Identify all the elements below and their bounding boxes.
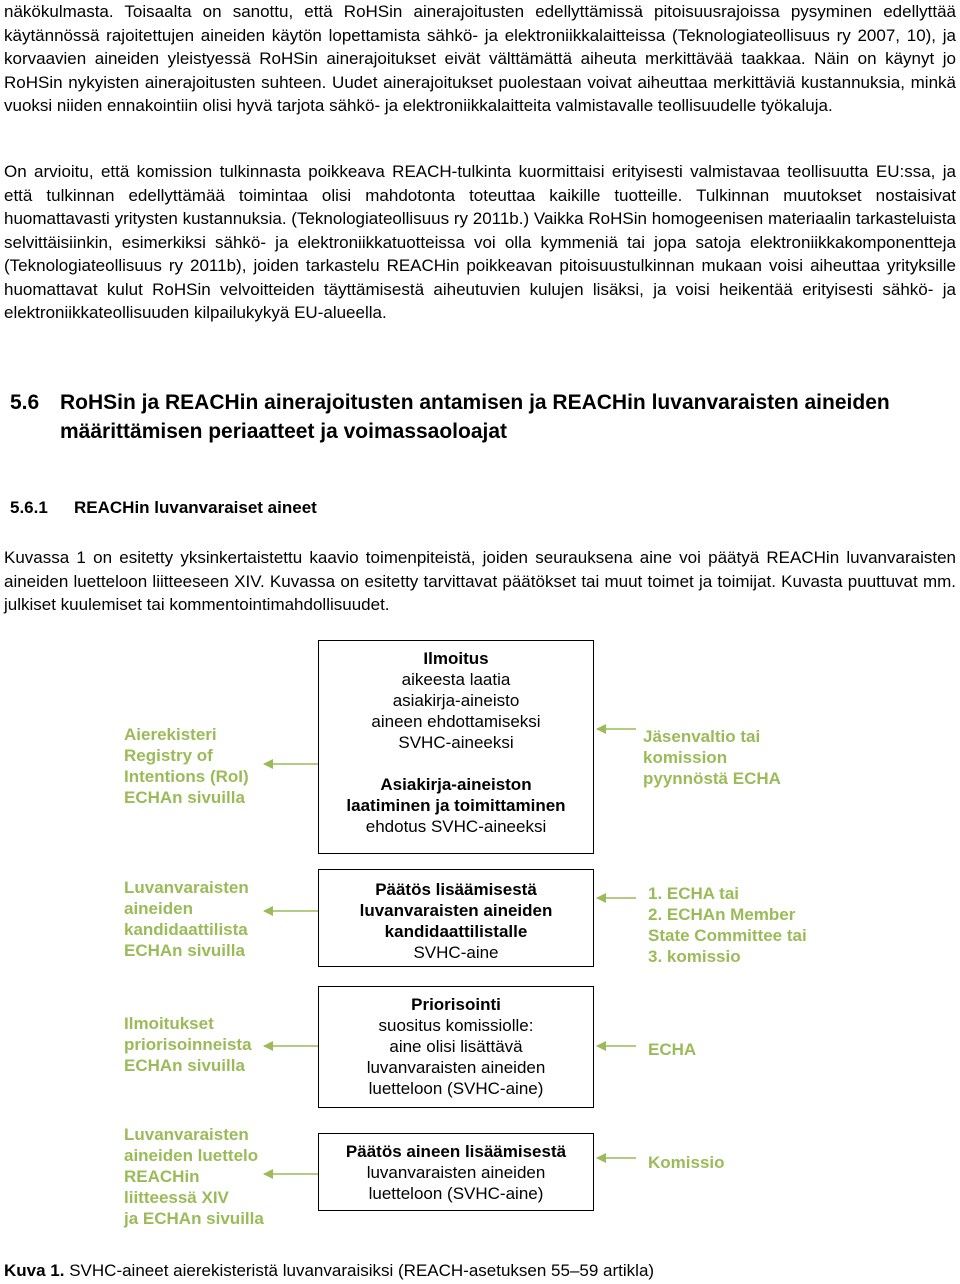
box1-line: aineen ehdottamiseksi [371, 712, 541, 731]
box4-line: suositus komissiolle: [378, 1016, 534, 1035]
flow-box-candidate-decision [318, 869, 594, 967]
caption-label: Kuva 1. [4, 1261, 65, 1280]
box3-line: SVHC-aine [413, 943, 499, 962]
subsection-number: 5.6.1 [10, 498, 48, 517]
box4-line: luetteloon (SVHC-aine) [368, 1079, 544, 1098]
flow-box-prioritisation [318, 986, 594, 1108]
left-label-line: Ilmoitukset [124, 1014, 214, 1033]
figure-caption [4, 1260, 654, 1282]
box4-title: Priorisointi [411, 995, 501, 1014]
left-label-authorisation-list [124, 1124, 264, 1229]
right-label-line: 2. ECHAn Member [648, 905, 796, 924]
right-label-line: ECHA [648, 1040, 697, 1059]
box1-line: SVHC-aineeksi [398, 733, 514, 752]
paragraph-3: Kuvassa 1 on esitetty yksinkertaistettu kaavio toimenpiteistä, joiden seurauksena aine voi päätyä REACHin luvanvaraisten aineiden luetteloon liitteeseen XIV. Kuvassa on esitetty tarvittavat päätökset tai muut toimet ja toimijat. Kuvasta puuttuvat mm. julkiset kuulemiset tai kommentointimahdollisuudet. [4, 548, 956, 614]
left-label-line: ECHAn sivuilla [124, 788, 245, 807]
left-label-line: aineiden [124, 899, 193, 918]
box3-title: kandidaattilistalle [384, 922, 528, 941]
right-label-line: pyynnöstä ECHA [643, 769, 781, 788]
right-label-actor-3 [648, 1039, 696, 1060]
right-label-line: Jäsenvaltio tai [643, 727, 761, 746]
left-label-line: Aierekisteri [124, 725, 217, 744]
paragraph-1: näkökulmasta. Toisaalta on sanottu, että RoHSin ainerajoitusten edellyttämissä pitoisuusrajoissa pysyminen edellyttää käytännössä rajoitettujen aineiden käytön lopettamista sähkö- ja elektroniikkalaitteissa (Teknologiateollisuus ry 2007, 10), ja korvaavien aineiden yleistyessä RoHSin ainerajoitukset eivät välttämättä aiheuta merkittävää taakkaa. Näin on käynyt jo RoHSin nykyisten ainerajoitusten suhteen. Uudet ainerajoitukset puolestaan voivat aiheuttaa merkittäviä kustannuksia, minkä vuoksi niiden ennakointiin olisi hyvä tarjota sähkö- ja elektroniikkalaitteita valmistavalle teollisuudelle työkaluja. [4, 2, 956, 115]
box2-title: Asiakirja-aineiston [380, 775, 532, 794]
left-label-line: Intentions (RoI) [124, 767, 249, 786]
box4-line: luvanvaraisten aineiden [366, 1058, 546, 1077]
right-label-line: komission [643, 748, 728, 767]
box5-line: luetteloon (SVHC-aine) [368, 1184, 544, 1203]
right-label-actor-2 [648, 883, 807, 967]
paragraph-2: On arvioitu, että komission tulkinnasta poikkeava REACH-tulkinta kuormittaisi erityisesti valmistavaa teollisuutta EU:ssa, ja että tulkinnan edellyttämää toimintaa olisi mahdotonta toteuttaa kaikille tuotteille. Tulkinnan muutokset nostaisivat huomattavasti yritysten kustannuksia. (Teknologiateollisuus ry 2011b.) Vaikka RoHSin homogeenisen materiaalin tarkasteluista selvittäisiinkin, esimerkiksi sähkö- ja elektroniikkatuotteissa voi olla kymmeniä tai jopa satoja elektroniikkakomponentteja (Teknologiateollisuus ry 2011b), joiden tarkastelu REACHin poikkeavan pitoisuustulkinnan mukaan voisi aiheuttaa yrityksille huomattavat kulut RoHSin velvoitteiden täyttämisestä aiheutuvien kulujen lisäksi, ja voisi heikentää erityisesti sähkö- ja elektroniikkateollisuuden kilpailukykyä EU-alueella. [4, 162, 956, 322]
left-label-line: ECHAn sivuilla [124, 1056, 245, 1075]
box2-title: laatiminen ja toimittaminen [346, 796, 566, 815]
section-title: RoHSin ja REACHin ainerajoitusten antamisen ja REACHin luvanvaraisten aineiden määrittämisen periaatteet ja voimassaoloajat [60, 391, 890, 443]
box1-line: aikeesta laatia [401, 670, 511, 689]
subsection-title: REACHin luvanvaraiset aineet [74, 498, 317, 517]
box1-title: Ilmoitus [423, 649, 489, 668]
left-label-candidate-list [124, 877, 249, 961]
right-label-actor-4 [648, 1152, 725, 1173]
section-number: 5.6 [10, 391, 40, 414]
left-label-line: kandidaattilista [124, 920, 248, 939]
left-label-line: liitteessä XIV [124, 1188, 229, 1207]
left-label-line: REACHin [124, 1167, 200, 1186]
left-label-line: aineiden luettelo [124, 1146, 259, 1165]
right-label-line: 1. ECHA tai [648, 884, 740, 903]
box5-line: luvanvaraisten aineiden [366, 1163, 546, 1182]
box5-title: Päätös aineen lisäämisestä [345, 1142, 567, 1161]
right-label-line: Komissio [648, 1153, 725, 1172]
left-label-line: Registry of [124, 746, 213, 765]
caption-text: SVHC-aineet aierekisteristä luvanvaraisiksi (REACH-asetuksen 55–59 artikla) [64, 1261, 655, 1280]
box3-title: Päätös lisäämisestä [375, 880, 537, 899]
right-label-line: 3. komissio [648, 947, 741, 966]
flow-box-final-decision [318, 1133, 594, 1211]
left-label-line: Luvanvaraisten [124, 878, 249, 897]
left-label-line: ECHAn sivuilla [124, 941, 245, 960]
box3-title: luvanvaraisten aineiden [359, 901, 553, 920]
right-label-line: State Committee tai [648, 926, 807, 945]
box2-line: ehdotus SVHC-aineeksi [365, 817, 547, 836]
right-label-actor-1 [643, 726, 781, 789]
left-label-prioritisation [124, 1013, 252, 1076]
flow-box-notification [318, 640, 594, 854]
left-label-line: priorisoinneista [124, 1035, 252, 1054]
left-label-registry [124, 724, 249, 808]
box1-line: asiakirja-aineisto [392, 691, 520, 710]
left-label-line: Luvanvaraisten [124, 1125, 249, 1144]
box4-line: aine olisi lisättävä [389, 1037, 523, 1056]
left-label-line: ja ECHAn sivuilla [124, 1209, 264, 1228]
